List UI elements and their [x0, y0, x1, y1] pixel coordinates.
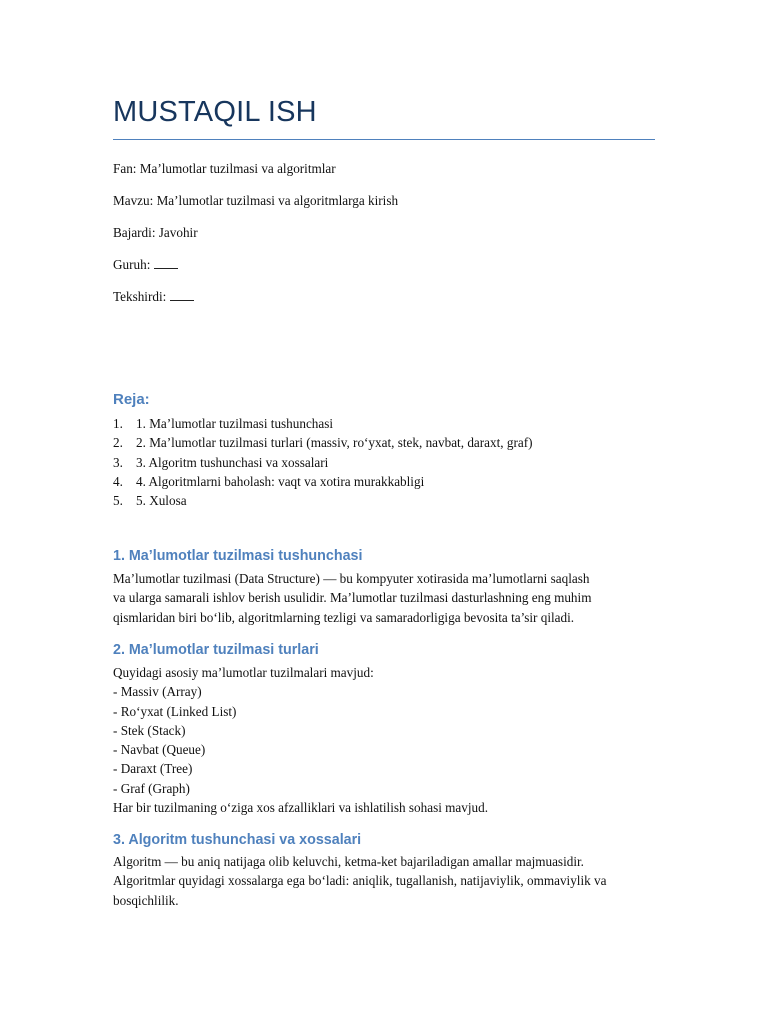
paragraph-line: Ma’lumotlar tuzilmasi (Data Structure) — bu kompyuter xotirasida ma’lumotlarni saqlash [113, 571, 590, 586]
meta-mavzu: Mavzu: Ma’lumotlar tuzilmasi va algoritmlarga kirish [113, 193, 399, 208]
plan-item [113, 491, 532, 510]
section-3-paragraph [113, 852, 655, 910]
title-underline [113, 139, 655, 140]
section-1-paragraph [113, 569, 655, 627]
paragraph-line: Algoritm — bu aniq natijaga olib keluvchi, ketma-ket bajariladigan amallar majmuasidir. [113, 854, 584, 869]
plan-item-text: 4. Algoritmlarni baholash: vaqt va xotira murakkabligi [136, 473, 425, 489]
plan-item [113, 433, 532, 452]
section-1-heading: 1. Ma’lumotlar tuzilmasi tushunchasi [113, 548, 363, 564]
plan-item-number: 3. [113, 454, 123, 470]
plan-item-text: 2. Ma’lumotlar tuzilmasi turlari (massiv, ro‘yxat, stek, navbat, daraxt, graf) [136, 435, 533, 451]
meta-tekshirdi [113, 289, 194, 305]
bullet-line: - Ro‘yxat (Linked List) [113, 703, 237, 719]
plan-item-number: 5. [113, 493, 123, 509]
plan-item-text: 3. Algoritm tushunchasi va xossalari [136, 454, 329, 470]
meta-bajardi: Bajardi: Javohir [113, 225, 198, 240]
bullet-line: - Stek (Stack) [113, 722, 186, 738]
meta-guruh-label: Guruh: [113, 257, 151, 272]
bullet-line: - Daraxt (Tree) [113, 761, 193, 777]
plan-item [113, 453, 532, 472]
plan-item-number: 1. [113, 416, 123, 431]
plan-heading: Reja: [113, 391, 150, 408]
paragraph-line: Quyidagi asosiy ma’lumotlar tuzilmalari mavjud: [113, 665, 374, 680]
meta-fan: Fan: Ma’lumotlar tuzilmasi va algoritmlar [113, 161, 336, 176]
guruh-blank-line [154, 258, 178, 269]
bullet-line: - Graf (Graph) [113, 780, 190, 796]
plan-item [113, 472, 532, 491]
meta-guruh [113, 257, 178, 273]
plan-item-text: 5. Xulosa [136, 493, 187, 509]
tekshirdi-blank-line [170, 290, 194, 301]
plan-list [113, 414, 532, 510]
paragraph-line: Har bir tuzilmaning o‘ziga xos afzalliklari va ishlatilish sohasi mavjud. [113, 800, 489, 816]
paragraph-line: qismlaridan biri bo‘lib, algoritmlarning tezligi va samaradorligiga bevosita ta’sir qiladi. [113, 609, 575, 625]
plan-item-number: 4. [113, 473, 123, 489]
section-2-heading: 2. Ma’lumotlar tuzilmasi turlari [113, 642, 319, 658]
plan-item-number: 2. [113, 435, 123, 451]
meta-tekshirdi-label: Tekshirdi: [113, 289, 167, 304]
bullet-line: - Navbat (Queue) [113, 742, 206, 758]
paragraph-line: bosqichlilik. [113, 892, 179, 908]
paragraph-line: Algoritmlar quyidagi xossalarga ega bo‘ladi: aniqlik, tugallanish, natijaviylik, ommaviylik va [113, 873, 607, 889]
paragraph-line: va ularga samarali ishlov berish usulidir. Ma’lumotlar tuzilmasi dasturlashning eng muhim [113, 590, 592, 606]
plan-item-text: 1. Ma’lumotlar tuzilmasi tushunchasi [136, 416, 334, 431]
section-2-paragraph [113, 663, 655, 817]
section-3-heading: 3. Algoritm tushunchasi va xossalari [113, 832, 362, 848]
document-title: MUSTAQIL ISH [113, 96, 317, 128]
bullet-line: - Massiv (Array) [113, 684, 202, 700]
plan-item [113, 414, 532, 433]
